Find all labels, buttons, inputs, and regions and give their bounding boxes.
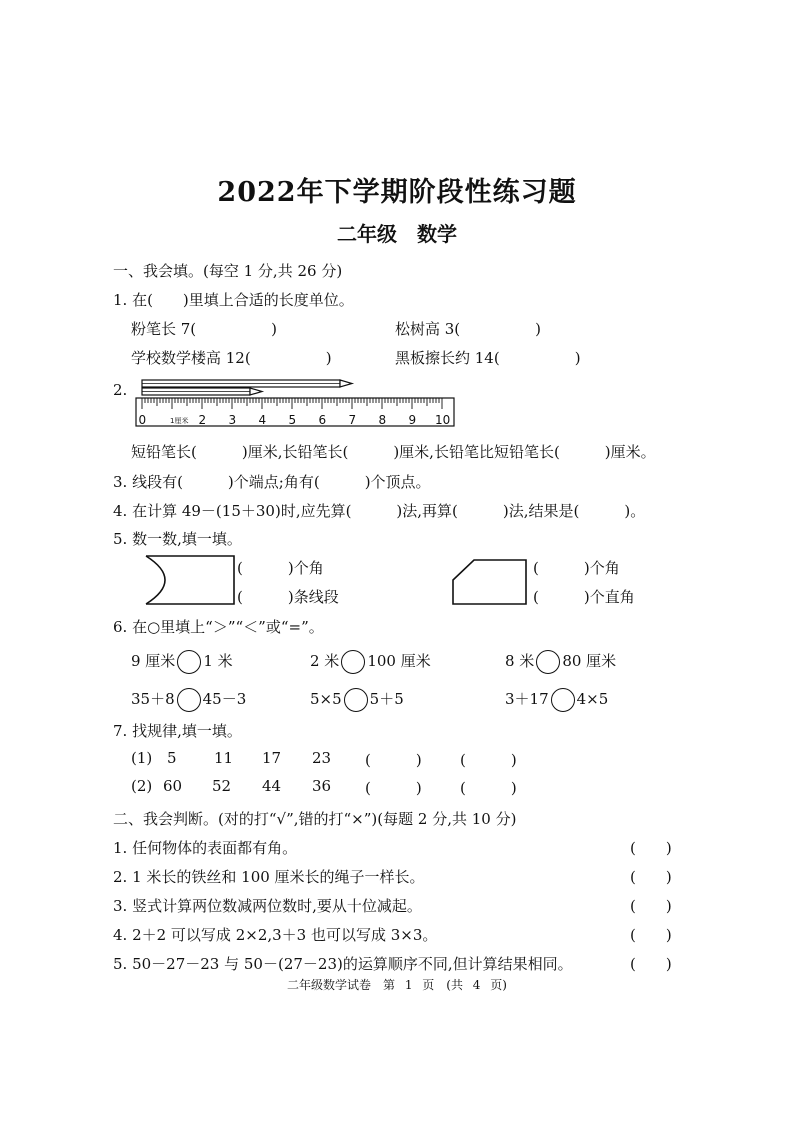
compare-circle[interactable] [536, 650, 560, 674]
q5-left-segments: ( )条线段 [237, 588, 339, 606]
q1-item-3: 学校数学楼高 12( ) [131, 349, 332, 367]
q5-left-angles: ( )个角 [237, 559, 324, 577]
judge-item: 1. 任何物体的表面都有角。 [113, 839, 298, 857]
figure-arc-shape [144, 554, 236, 606]
judge-blank[interactable]: ( ) [630, 839, 672, 857]
short-pencil-icon [142, 388, 262, 395]
ruler-label: 7 [348, 413, 357, 427]
long-pencil-icon [142, 380, 352, 387]
ruler-pencil-figure [130, 374, 460, 432]
ruler-label: 0 [138, 413, 147, 427]
compare-circle[interactable] [341, 650, 365, 674]
judge-blank[interactable]: ( ) [630, 926, 672, 944]
q7-blank[interactable]: ( ) [460, 751, 517, 769]
ruler-label: 10 [435, 413, 451, 427]
q6-item: 2 米 100 厘米 [310, 650, 431, 674]
q7-num: 23 [312, 749, 332, 767]
q7-row-label: (2) [131, 777, 153, 795]
ruler-unit-label: 1厘米 [170, 417, 189, 425]
judge-item: 4. 2＋2 可以写成 2×2,3＋3 也可以写成 3×3。 [113, 926, 438, 944]
ruler-label: 8 [378, 413, 387, 427]
page-subtitle: 二年级 数学 [337, 222, 457, 246]
ruler-label: 5 [288, 413, 297, 427]
q2-number: 2. [113, 381, 128, 399]
q6-item: 35＋8 45－3 [131, 688, 246, 712]
compare-circle[interactable] [177, 688, 201, 712]
ruler-label: 2 [198, 413, 207, 427]
judge-item: 3. 竖式计算两位数减两位数时,要从十位减起。 [113, 897, 422, 915]
q4: 4. 在计算 49－(15＋30)时,应先算( )法,再算( )法,结果是( )。 [113, 502, 646, 520]
q7-row-label: (1) [131, 749, 153, 767]
q7-num: 17 [262, 749, 282, 767]
q6-item: 5×5 5＋5 [310, 688, 404, 712]
figure-pentagon-shape [450, 558, 530, 606]
compare-circle[interactable] [551, 688, 575, 712]
q5-right-angles: ( )个角 [533, 559, 620, 577]
q2-answer: 短铅笔长( )厘米,长铅笔长( )厘米,长铅笔比短铅笔长( )厘米。 [131, 443, 656, 461]
q6-stem: 6. 在○里填上“＞”“＜”或“=”。 [113, 618, 324, 636]
ruler-label: 9 [408, 413, 417, 427]
q7-num: 52 [212, 777, 232, 795]
q1-item-1: 粉笔长 7( ) [131, 320, 278, 338]
q7-num: 11 [214, 749, 234, 767]
judge-blank[interactable]: ( ) [630, 868, 672, 886]
q6-item: 9 厘米 1 米 [131, 650, 233, 674]
q6-item: 3＋17 4×5 [505, 688, 608, 712]
section-2-heading: 二、我会判断。(对的打“√”,错的打“×”)(每题 2 分,共 10 分) [113, 810, 517, 828]
judge-item: 5. 50－27－23 与 50－(27－23)的运算顺序不同,但计算结果相同。 [113, 955, 573, 973]
q6-item: 8 米 80 厘米 [505, 650, 616, 674]
q7-num: 60 [163, 777, 183, 795]
q5-right-right-angles: ( )个直角 [533, 588, 635, 606]
page-footer: 二年级数学试卷 第 1 页 (共 4 页) [287, 978, 507, 992]
page-title: 2022年下学期阶段性练习题 [217, 177, 577, 208]
judge-item: 2. 1 米长的铁丝和 100 厘米长的绳子一样长。 [113, 868, 425, 886]
q5-stem: 5. 数一数,填一填。 [113, 530, 242, 548]
q7-blank[interactable]: ( ) [365, 779, 422, 797]
q3: 3. 线段有( )个端点;角有( )个顶点。 [113, 473, 431, 491]
judge-blank[interactable]: ( ) [630, 897, 672, 915]
q7-num: 5 [167, 749, 177, 767]
q7-num: 44 [262, 777, 282, 795]
ruler-label: 3 [228, 413, 237, 427]
ruler-label: 6 [318, 413, 327, 427]
compare-circle[interactable] [177, 650, 201, 674]
section-1-heading: 一、我会填。(每空 1 分,共 26 分) [113, 262, 343, 280]
q7-stem: 7. 找规律,填一填。 [113, 722, 242, 740]
q1-item-4: 黑板擦长约 14( ) [395, 349, 581, 367]
q7-num: 36 [312, 777, 332, 795]
q1-stem: 1. 在( )里填上合适的长度单位。 [113, 291, 354, 309]
q7-blank[interactable]: ( ) [365, 751, 422, 769]
compare-circle[interactable] [344, 688, 368, 712]
q1-item-2: 松树高 3( ) [395, 320, 542, 338]
ruler-label: 4 [258, 413, 267, 427]
judge-blank[interactable]: ( ) [630, 955, 672, 973]
q7-blank[interactable]: ( ) [460, 779, 517, 797]
